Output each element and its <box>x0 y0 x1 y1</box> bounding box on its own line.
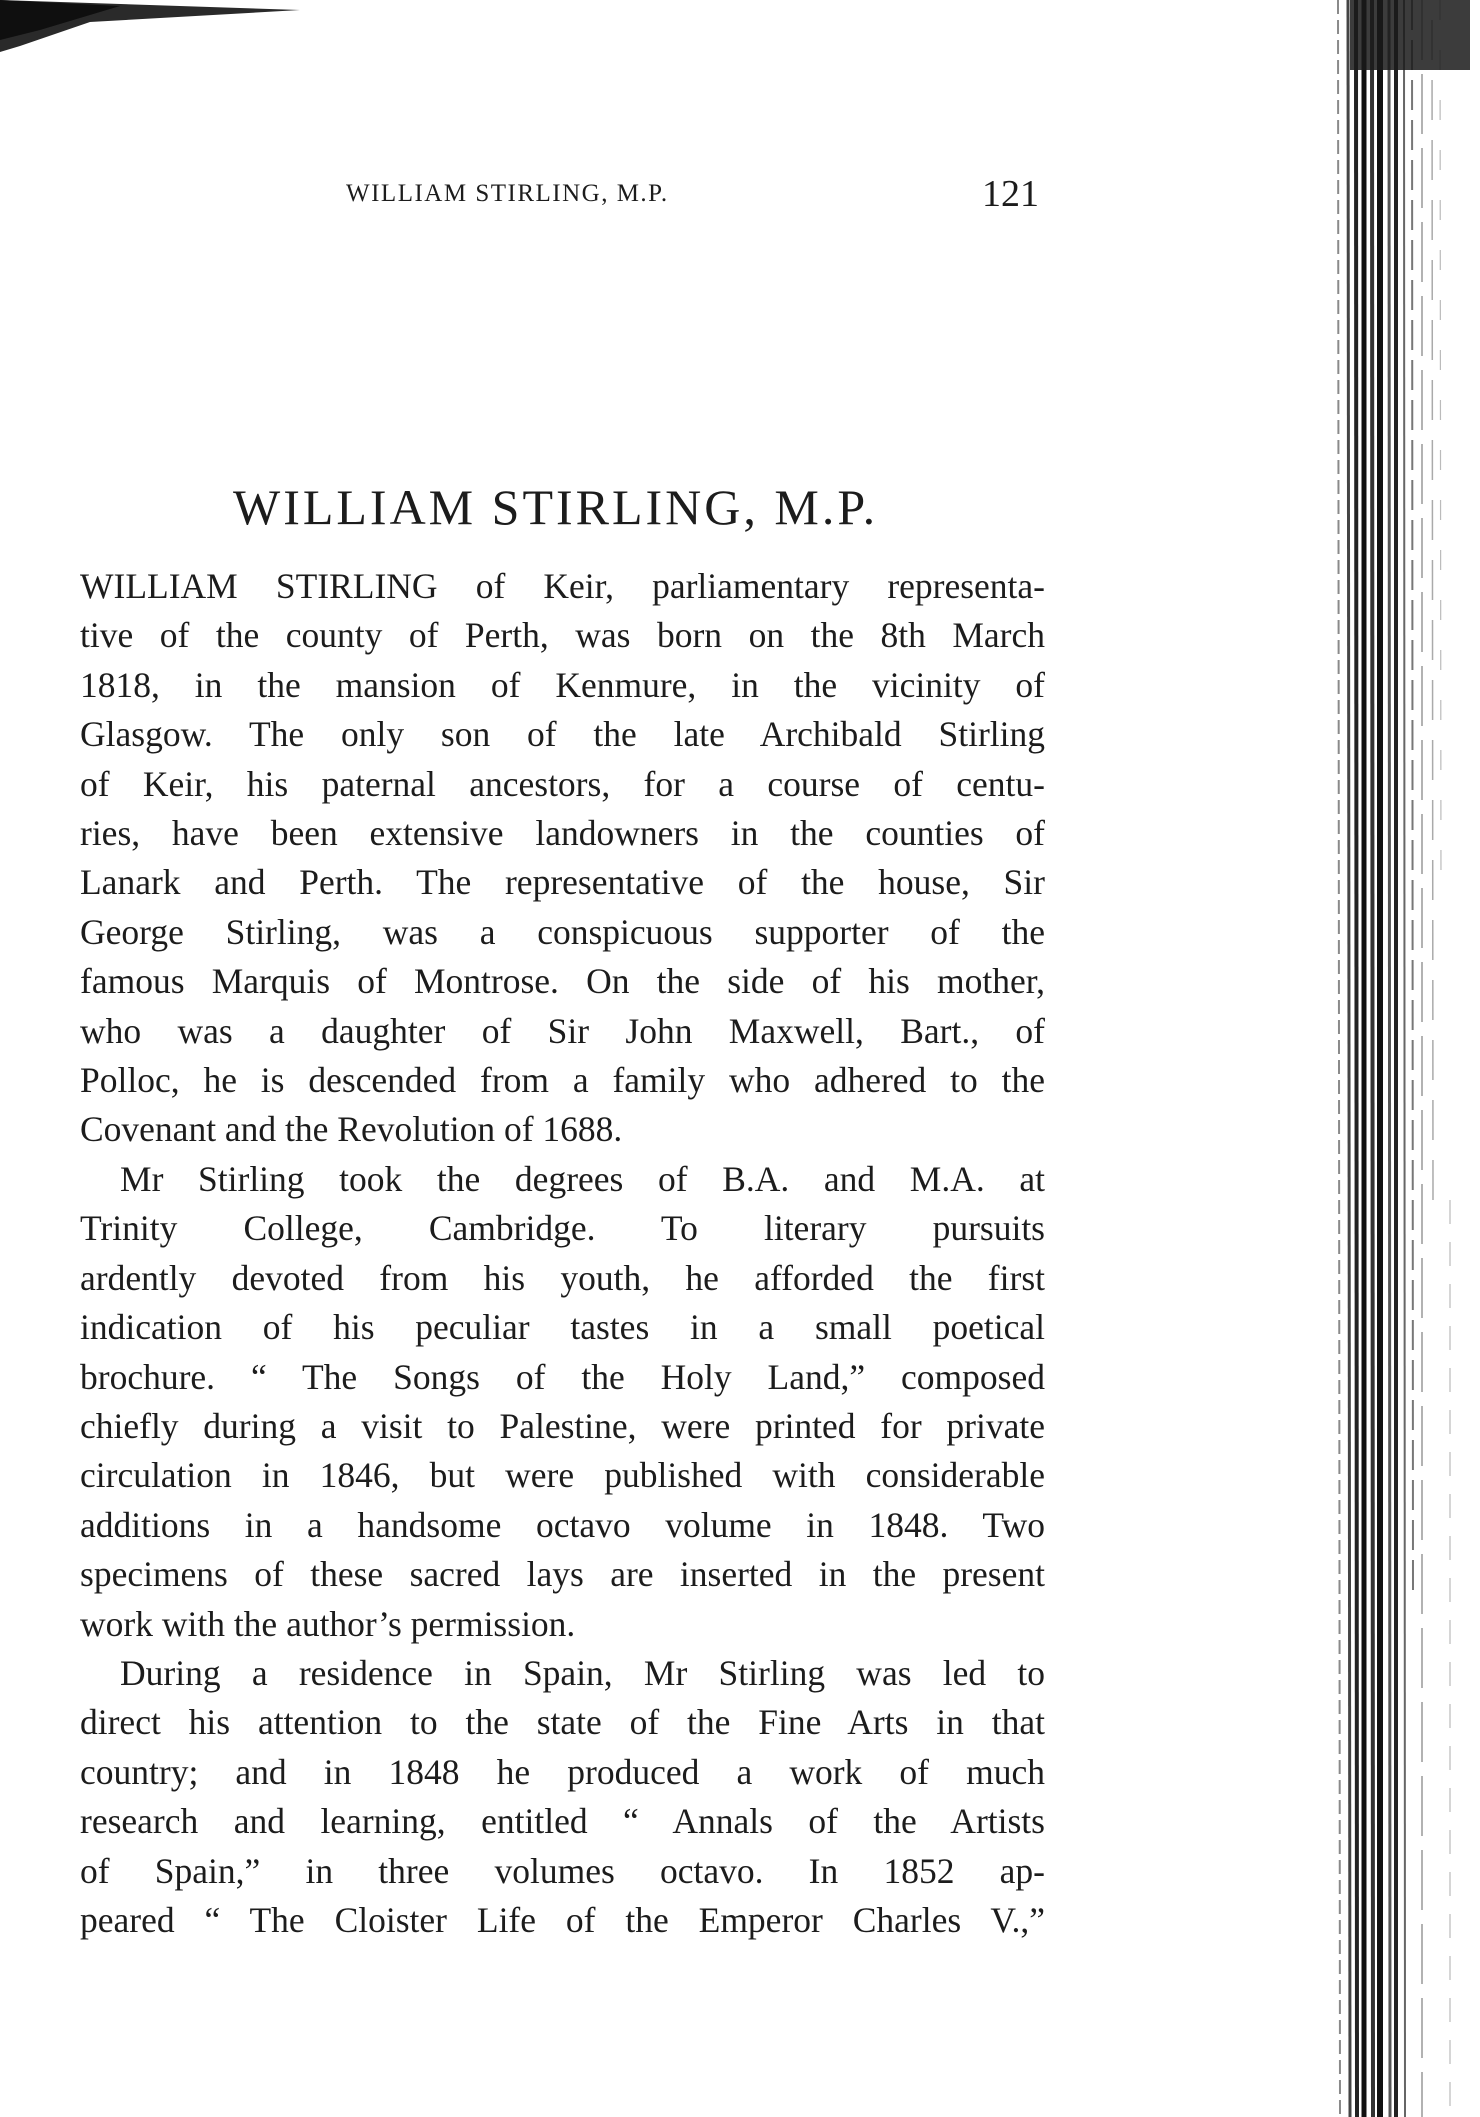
text-line: country; and in 1848 he produced a work of much <box>80 1751 1045 1792</box>
text-line: direct his attention to the state of the Fine Arts in that <box>80 1702 1045 1743</box>
text-line: ardently devoted from his youth, he afforded the first <box>80 1257 1045 1298</box>
text-line: chiefly during a visit to Palestine, were printed for private <box>80 1405 1045 1446</box>
body-text <box>80 562 1045 1945</box>
paragraph-2 <box>80 1155 1045 1649</box>
scan-shadow-corner <box>0 0 300 60</box>
text-line: Mr Stirling took the degrees of B.A. and M.A. at <box>120 1158 1045 1199</box>
text-line: famous Marquis of Montrose. On the side of his mother, <box>80 961 1045 1002</box>
text-line: During a residence in Spain, Mr Stirling was led to <box>120 1652 1045 1693</box>
book-binding-edge <box>1290 0 1480 2117</box>
text-line: 1818, in the mansion of Kenmure, in the vicinity of <box>80 664 1045 705</box>
text-line: of Keir, his paternal ancestors, for a course of centu- <box>80 763 1045 804</box>
text-line: specimens of these sacred lays are inserted in the present <box>80 1554 1045 1595</box>
text-line: of Spain,” in three volumes octavo. In 1852 ap- <box>80 1850 1045 1891</box>
paragraph-3 <box>80 1649 1045 1945</box>
text-line: George Stirling, was a conspicuous supporter of the <box>80 911 1045 952</box>
running-head-title: WILLIAM STIRLING, M.P. <box>346 180 669 207</box>
running-head <box>346 172 1046 222</box>
chapter-heading: WILLIAM STIRLING, M.P. <box>233 479 879 535</box>
paragraph-1 <box>80 562 1045 1155</box>
text-line: peared “ The Cloister Life of the Emperor Charles V.,” <box>80 1899 1045 1940</box>
text-line: Trinity College, Cambridge. To literary pursuits <box>80 1208 1045 1249</box>
text-line: Glasgow. The only son of the late Archibald Stirling <box>80 714 1045 755</box>
text-line: circulation in 1846, but were published with considerable <box>80 1455 1045 1496</box>
text-line: Polloc, he is descended from a family who adhered to the <box>80 1060 1045 1101</box>
text-line: who was a daughter of Sir John Maxwell, Bart., of <box>80 1010 1045 1051</box>
page-number: 121 <box>982 173 1039 215</box>
text-line: Lanark and Perth. The representative of the house, Sir <box>80 862 1045 903</box>
text-line: WILLIAM STIRLING of Keir, parliamentary representa- <box>80 566 1045 606</box>
text-line: Covenant and the Revolution of 1688. <box>80 1109 623 1150</box>
text-line: research and learning, entitled “ Annals of the Artists <box>80 1801 1045 1842</box>
text-line: indication of his peculiar tastes in a small poetical <box>80 1307 1045 1348</box>
text-line: brochure. “ The Songs of the Holy Land,” composed <box>80 1356 1045 1397</box>
text-line: ries, have been extensive landowners in the counties of <box>80 813 1045 854</box>
text-line: work with the author’s permission. <box>80 1603 576 1644</box>
text-line: tive of the county of Perth, was born on the 8th March <box>80 615 1045 656</box>
text-line: additions in a handsome octavo volume in 1848. Two <box>80 1504 1045 1545</box>
